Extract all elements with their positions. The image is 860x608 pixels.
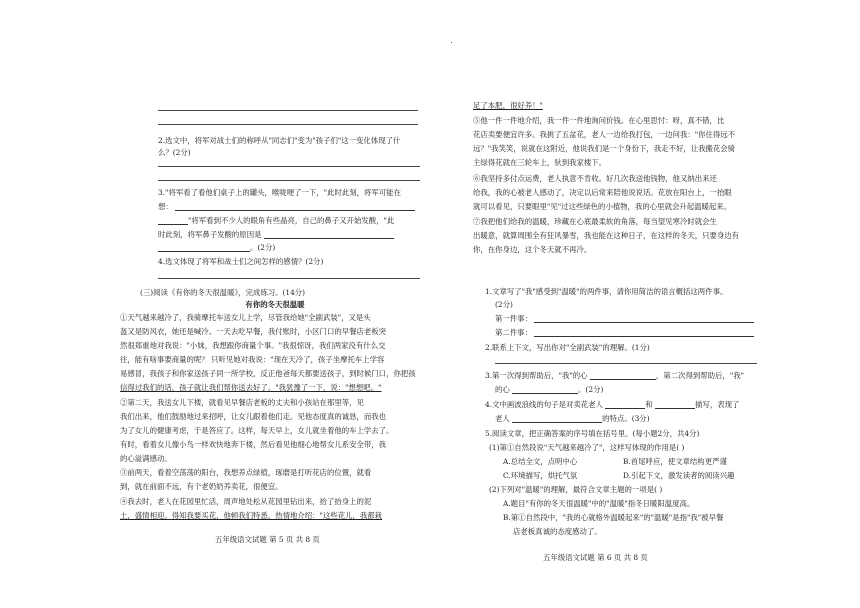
paragraph-line: 远？"我笑笑，说就在这附近，他说我们是一个身份下，我走不好，让我搬花会骑: [473, 144, 736, 153]
question-4-b: 和: [645, 400, 653, 409]
option-5-1-b[interactable]: B.首尾呼应，使文章结构更严谨: [623, 457, 727, 466]
answer-blank[interactable]: [534, 329, 754, 337]
section-heading: (三)阅读《有你的冬天很温暖》，完成练习。(14分): [140, 288, 306, 297]
answer-line: [158, 110, 418, 111]
paragraph-line: 土，盛情相迎。得知我要买花，他顿我们特悉，热情地介绍："这些花儿，我都栽: [120, 511, 383, 520]
question-3: [485, 371, 773, 380]
paragraph-line: 出暖意，就算周围全有狂风暴雪，我也能在这种日子，在这样的冬天，只要身边有: [473, 231, 740, 240]
answer-blank[interactable]: [158, 244, 250, 252]
first-event-label: 第一件事：: [495, 314, 532, 323]
question-3-second: [158, 216, 430, 225]
scan-speck: [451, 42, 452, 43]
answer-blank[interactable]: [264, 231, 394, 239]
answer-line: [158, 278, 420, 279]
paragraph-line: ⑤他一件一件地介绍，我一件一件地询问价钱。在心里思忖：呀，真不错，比: [473, 116, 725, 125]
question-1: 1.文章写了"我"感受到"温暖"的两件事，请你用简洁的语言概括这两件事。: [485, 287, 728, 296]
paragraph-line: 我们出来，他们鼓励地过来招呼，让女儿跟着他们走。见他态度真的诚恳，而我也: [120, 412, 387, 421]
answer-blank[interactable]: [605, 401, 645, 409]
question-3-label: 想：: [158, 202, 173, 211]
option-5-2-b-cont: 店老板真诚的态度感动了。: [513, 527, 602, 536]
answer-blank[interactable]: [655, 401, 695, 409]
paragraph-line: 的心溢满感动。: [120, 454, 172, 463]
question-3-think: [158, 202, 430, 211]
answer-blank[interactable]: [512, 386, 578, 394]
paragraph-line: ④我去时，老人在花园里忙活，周声地处松从花园里钻出来，抬了抬身上的泥: [120, 497, 372, 506]
answer-line: [158, 166, 420, 167]
paragraph-line: ⑦我把他们给我的温暖，珍藏在心底最柔软的角落，每当望见寒冷时就会生: [473, 217, 717, 226]
question-3-reason: [158, 230, 430, 239]
paragraph-line: 然很郑重地对我说："小妹，我想跟你商量个事。"我很惊讶，我们两家没有什么交: [120, 341, 386, 350]
question-3-b: ，第二次得到帮助后，"我": [655, 371, 745, 380]
question-2-cont: 么？(2分): [158, 148, 191, 157]
question-4: [485, 400, 773, 409]
paragraph-line: ③前两天，看着空荡荡的阳台，我想养点绿植，琢磨是打听花店的位置，就看: [120, 468, 372, 477]
question-4-d: 老人: [495, 414, 510, 423]
paragraph-line: 主绿得花就在三轮车上，驮到我家楼下。: [473, 158, 607, 167]
page-footer: 五年级语文试题 第 6 页 共 8 页: [543, 553, 648, 562]
answer-line: [158, 124, 418, 125]
continued-text: 足了本肥，很好养！": [473, 101, 543, 110]
question-4-c: 描写，表现了: [695, 400, 740, 409]
paragraph-line: ⑥我坚持多付点运费，老人执意不肯收。好几次我送他钱物，他又纳出来还: [473, 174, 717, 183]
paragraph-line: 为了女儿的健康考虑，于是答应了。这样，每天早上，女儿就坐着他的车上学去了。: [120, 426, 394, 435]
option-5-1-c[interactable]: C.环境描写，烘托气氛: [503, 471, 578, 480]
paragraph-line: ①天气越来越冷了，我骑摩托车送女儿上学，尽管我给她"全副武装"，又是头: [120, 313, 371, 322]
question-3-score: 。(2分): [250, 243, 276, 252]
paragraph-line: 盔又是防风衣，她还是喊冷。一天去吃早餐，我付账时，小区门口的早餐店老板突: [120, 327, 387, 336]
question-4: 4.选文体现了将军和战士们之间怎样的感情？(2分): [158, 257, 324, 266]
question-4-score: 的特点。(3分): [602, 414, 650, 423]
question-3-reason-label: 时此刻，将军鼻子发酸的原因是: [158, 230, 262, 239]
option-5-1-d[interactable]: D.引起下文，激发读者的阅读兴趣: [623, 471, 735, 480]
paragraph-line: ②第二天，我送女儿下楼，就看见早餐店老板的丈夫和小孩站在那里等，见: [120, 398, 364, 407]
answer-blank[interactable]: [534, 315, 754, 323]
answer-blank[interactable]: [158, 217, 188, 225]
paragraph-line: 就可以看见，只要眼里"见"过这些绿色的小植物，我的心里就会升起温暖起来。: [473, 202, 732, 211]
option-5-1-a[interactable]: A.总结全文，点明中心: [503, 457, 578, 466]
exam-page-6: [473, 0, 773, 608]
question-3-line: [158, 243, 430, 252]
paragraph-line: 给我，我的心被老人感动了，决定以后常来陪他说说话。花放在阳台上，一抬眼: [473, 188, 732, 197]
paragraph-line: 花店卖要便宜许多。我挑了五盆花，老人一边给我打包，一边问我："你住得远不: [473, 130, 736, 139]
question-3-score: 。(2分): [578, 385, 604, 394]
option-5-2-a[interactable]: A.题目"有你的冬天很温暖"中的"温暖"指冬日暖阳温度高。: [503, 499, 695, 508]
article-title: 有你的冬天很温暖: [245, 300, 305, 309]
answer-blank[interactable]: [512, 415, 602, 423]
paragraph-line: 易感冒，我孩子和你家送孩子同一所学校，反正他爸每天都要送孩子，到时候门口，你把孩: [120, 369, 416, 378]
question-3-a: 3.第一次得到帮助后，"我"的心: [485, 371, 588, 380]
question-5: 5.阅读文章，把正确答案的序号填在括号里。(每小题2分，共4分): [485, 429, 700, 438]
paragraph-line: 有时，看着女儿像小鸟一样欢快地奔下楼，然后看见他细心地帮女儿系安全带，我: [120, 440, 387, 449]
question-4-a: 4.文中画波浪线的句子是对卖花老人: [485, 400, 603, 409]
paragraph-line: 信得过我们的话，孩子就让我们帮你送去好了。"我犹豫了一下，说："想想吧。": [120, 383, 382, 392]
question-4-cont: [495, 414, 773, 423]
question-2: 2.联系上下文，写出你对"全副武装"的理解。(1分): [485, 343, 650, 352]
question-5-1: (1)第①自然段说"天气越来越冷了"，这样写体现的作用是( ): [489, 443, 685, 452]
answer-line: [158, 180, 420, 181]
question-5-2: (2)下列对"温暖"的理解，最符合文章主题的一项是( ): [489, 485, 663, 494]
page-footer: 五年级语文试题 第 5 页 共 8 页: [215, 535, 320, 544]
paragraph-line: 你，在你身边，这个冬天就不再冷。: [473, 245, 592, 254]
first-event: [495, 314, 773, 323]
answer-line: [495, 363, 757, 364]
second-event-label: 第二件事：: [495, 328, 532, 337]
answer-blank[interactable]: [175, 203, 415, 211]
question-2: 2.选文中，将军对战士们的称呼从"同志们"变为"孩子们"这一变化体现了什: [158, 136, 401, 145]
question-1-score: (2分): [495, 300, 513, 309]
paragraph-line: 到，就在前面不远，有个老奶奶养卖花，很便宜。: [120, 482, 283, 491]
question-3-c: 的心: [495, 385, 510, 394]
option-5-2-b[interactable]: B.第①自然段中，"我的心就格外温暖起来"的"温暖"是指"我"被早餐: [503, 513, 724, 522]
second-event: [495, 328, 773, 337]
question-3-cont: [495, 385, 773, 394]
question-3-quote: "将军看到不少人的眼角有些晶亮，自己的鼻子又开始发酸，"此: [188, 216, 395, 225]
exam-page-5: [120, 0, 430, 608]
answer-blank[interactable]: [590, 372, 656, 380]
paragraph-line: 往，能有啥事要商量的呢？ 只听见她对我说："现在天冷了，孩子坐摩托车上学容: [120, 355, 385, 364]
question-3: 3."将军看了看他们桌子上的罐头，喉咙哽了一下，"此时此刻，将军可能在: [158, 188, 401, 197]
